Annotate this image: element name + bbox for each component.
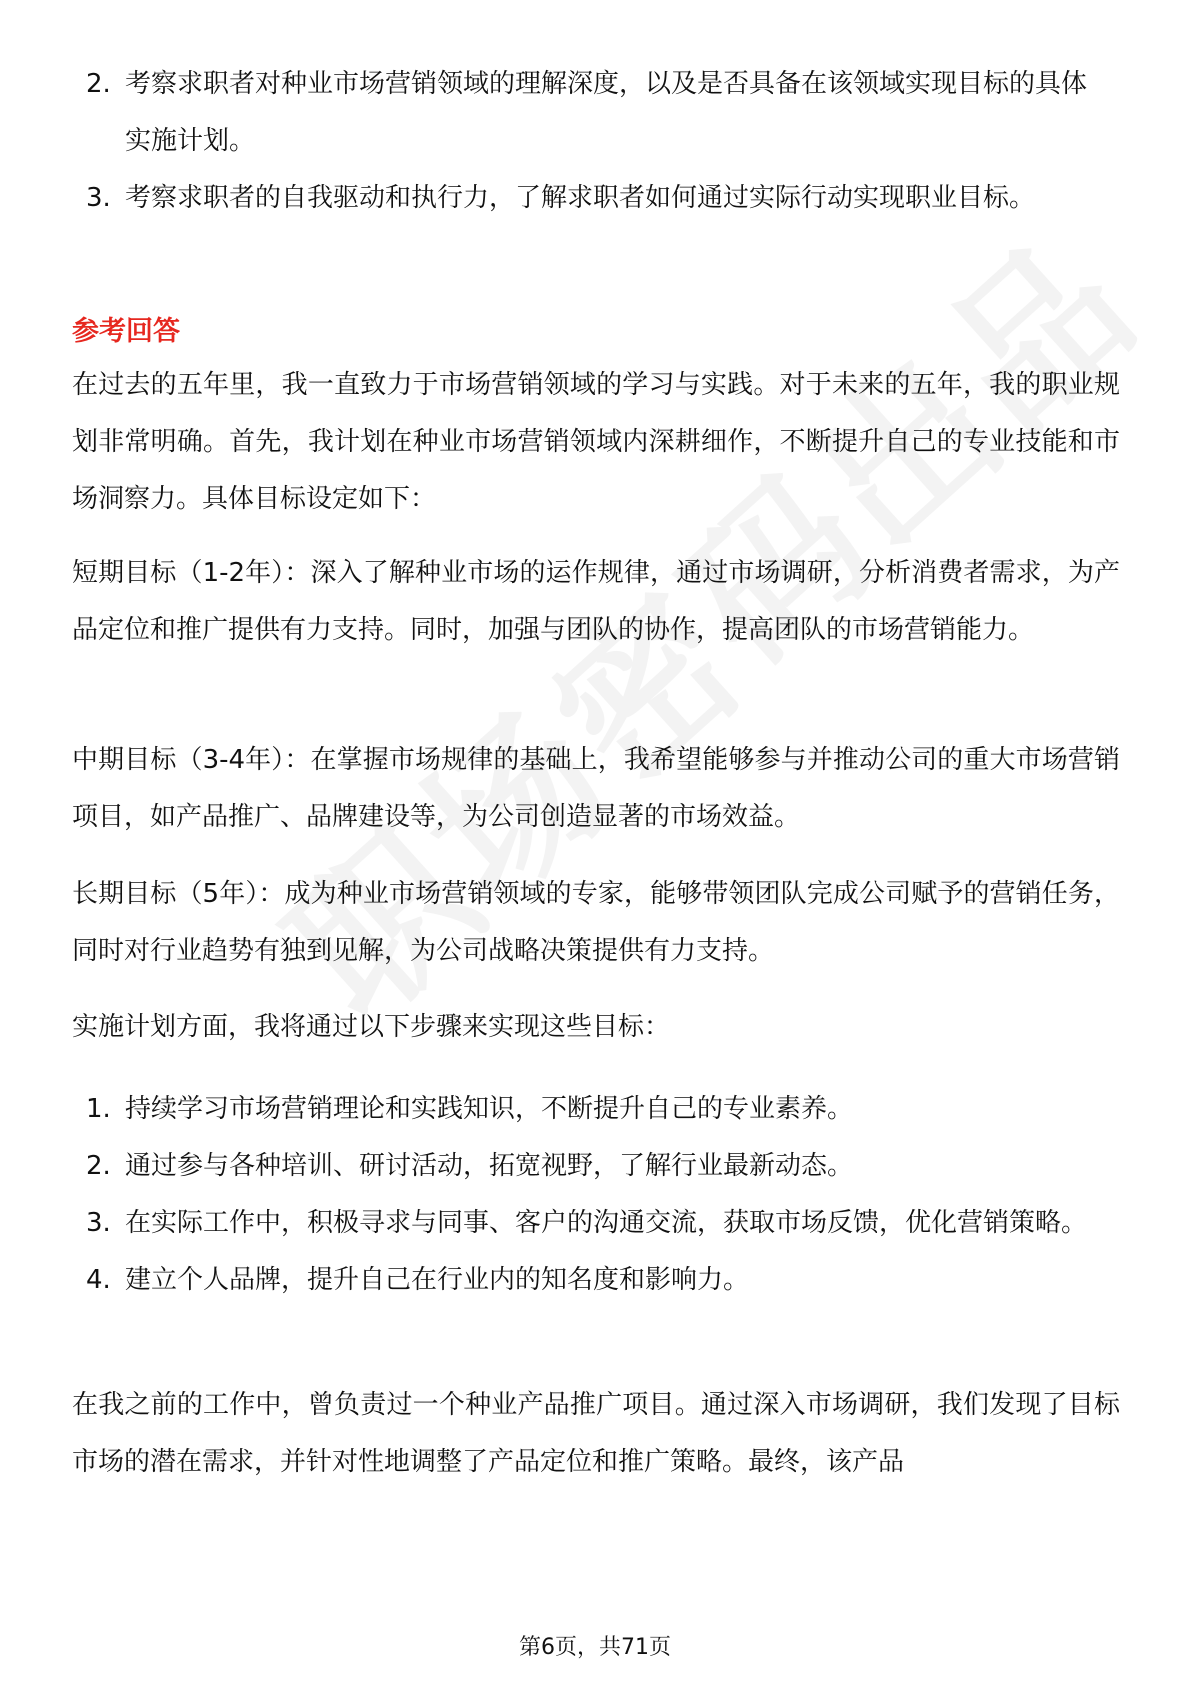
list-text: 建立个人品牌，提升自己在行业内的知名度和影响力。 (125, 1265, 750, 1295)
list-text: 持续学习市场营销理论和实践知识，不断提升自己的专业素养。 (125, 1094, 854, 1124)
list-number: 2. (86, 69, 111, 99)
mid-term-paragraph: 中期目标（3-4年）：在掌握市场规律的基础上，我希望能够参与并推动公司的重大市场营销项目，如产品推广、品牌建设等，为公司创造显著的市场效益。 (72, 745, 1120, 832)
steps-list (0, 1081, 1190, 1309)
list-number: 1. (86, 1094, 111, 1124)
list-text: 考察求职者的自我驱动和执行力，了解求职者如何通过实际行动实现职业目标。 (125, 183, 1036, 213)
page-number-footer: 第6页，共71页 (519, 1635, 671, 1660)
list-item (0, 1252, 1110, 1309)
intro-paragraph: 在过去的五年里，我一直致力于市场营销领域的学习与实践。对于未来的五年，我的职业规划非常明确。首先，我计划在种业市场营销领域内深耕细作，不断提升自己的专业技能和市场洞察力。具体目标设定如下： (72, 370, 1120, 514)
list-number: 4. (86, 1265, 111, 1295)
list-item (0, 1195, 1110, 1252)
experience-paragraph: 在我之前的工作中，曾负责过一个种业产品推广项目。通过深入市场调研，我们发现了目标市场的潜在需求，并针对性地调整了产品定位和推广策略。最终，该产品 (72, 1390, 1120, 1477)
list-item (0, 1081, 1110, 1138)
list-text: 考察求职者对种业市场营销领域的理解深度，以及是否具备在该领域实现目标的具体实施计划。 (125, 69, 1088, 156)
long-term-paragraph: 长期目标（5年）：成为种业市场营销领域的专家，能够带领团队完成公司赋予的营销任务，同时对行业趋势有独到见解，为公司战略决策提供有力支持。 (72, 879, 1120, 966)
short-term-paragraph: 短期目标（1-2年）：深入了解种业市场的运作规律，通过市场调研，分析消费者需求，为产品定位和推广提供有力支持。同时，加强与团队的协作，提高团队的市场营销能力。 (72, 558, 1120, 645)
list-item (0, 56, 1110, 170)
list-item (0, 170, 1110, 227)
questions-list (0, 56, 1190, 227)
list-text: 在实际工作中，积极寻求与同事、客户的沟通交流，获取市场反馈，优化营销策略。 (125, 1208, 1088, 1238)
section-heading: 参考回答 (72, 316, 180, 347)
plan-intro-paragraph: 实施计划方面，我将通过以下步骤来实现这些目标： (72, 1012, 671, 1042)
list-text: 通过参与各种培训、研讨活动，拓宽视野，了解行业最新动态。 (125, 1151, 854, 1181)
list-number: 2. (86, 1151, 111, 1181)
list-item (0, 1138, 1110, 1195)
list-number: 3. (86, 1208, 111, 1238)
list-number: 3. (86, 183, 111, 213)
